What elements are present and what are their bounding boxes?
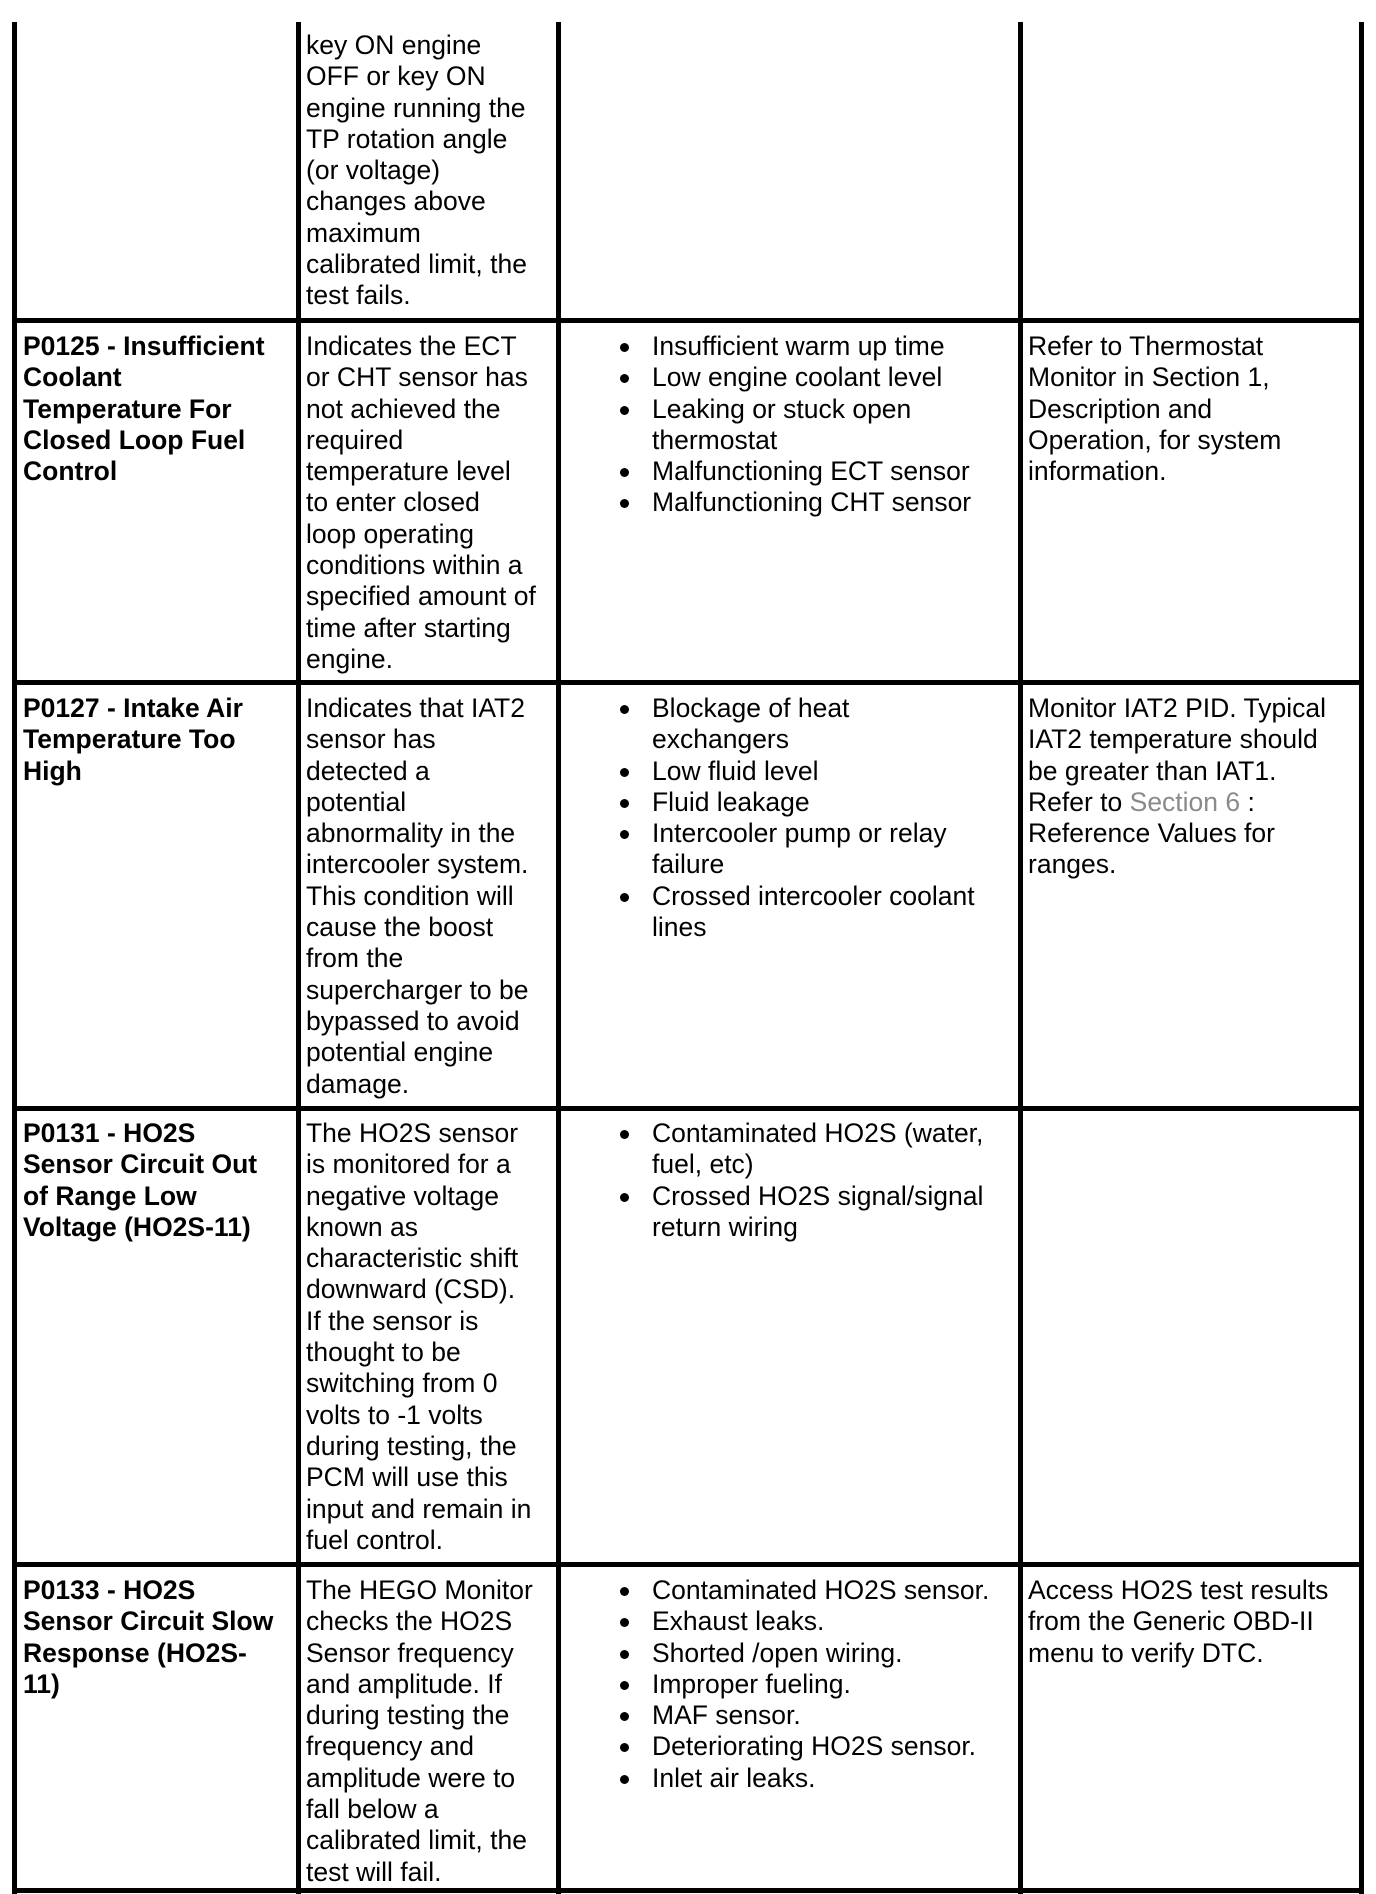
bullet-icon [620,1743,629,1752]
text-line: or CHT sensor has [306,362,528,393]
text-line: bypassed to avoid [306,1005,520,1036]
text-line: lines [652,912,707,943]
text-line: cause the boost [306,912,494,943]
text-line: Leaking or stuck open [652,393,912,424]
section-6-link[interactable]: Section 6 [1129,786,1241,817]
bullet-icon [620,343,629,352]
list-item [652,1638,989,1669]
list-item [652,456,971,487]
column-divider [1359,22,1364,1894]
text-line: High [23,755,82,786]
bullet-icon [620,1618,629,1627]
possible-causes-cell [652,1118,983,1243]
text-line: Temperature For [23,393,232,424]
text-line: from the [306,943,404,974]
bullet-icon [620,1193,629,1202]
list-item [652,1118,983,1181]
text-line: Contaminated HO2S sensor. [652,1575,990,1605]
causes-list [652,693,975,943]
text-line: during testing the [306,1700,510,1731]
text-line: Sensor frequency [306,1637,514,1668]
text-line: Access HO2S test results [1028,1575,1329,1605]
text-line: Deteriorating HO2S sensor. [652,1731,977,1762]
text-line: input and remain in [306,1493,532,1524]
text-line: Sensor Circuit Slow [23,1606,274,1637]
list-item [652,881,975,944]
text-line: Malfunctioning ECT sensor [652,456,970,487]
list-item [652,1606,989,1637]
bullet-icon [620,406,629,415]
text-line: test fails. [306,280,411,311]
text-fragment: : [1240,786,1255,817]
bullet-icon [620,1681,629,1690]
text-line: Sensor Circuit Out [23,1149,258,1180]
causes-list [652,331,971,519]
text-line: (or voltage) [306,155,441,186]
text-fragment: Refer to [1028,786,1130,817]
text-line: Monitor IAT2 PID. Typical [1028,693,1326,723]
text-line: thought to be [306,1337,461,1368]
text-line: amplitude were to [306,1762,516,1793]
text-line: Low engine coolant level [652,362,943,393]
bullet-icon [620,499,629,508]
list-item [652,1731,989,1762]
text-line: Inlet air leaks. [652,1762,816,1793]
text-line: Coolant [23,362,122,393]
text-line: potential engine [306,1037,494,1068]
bullet-icon [620,893,629,902]
text-line: Reference Values for [1028,818,1275,849]
text-line: This condition will [306,880,514,911]
text-line: return wiring [652,1211,798,1242]
text-line: exchangers [652,724,790,755]
text-line: MAF sensor. [652,1700,801,1731]
text-line: characteristic shift [306,1243,519,1274]
text-line: time after starting [306,612,511,643]
row-divider [14,1562,1364,1567]
dtc-code-cell [23,1575,273,1700]
text-line: switching from 0 [306,1368,498,1399]
text-line: P0125 - Insufficient [23,331,265,361]
action-cell [1028,693,1326,881]
text-line: Crossed HO2S signal/signal [652,1180,984,1211]
condition-cell [306,1118,531,1556]
column-divider [1018,22,1023,1894]
text-line: Refer to Thermostat [1028,331,1264,361]
condition-cell [306,693,528,1100]
text-line: fall below a [306,1794,439,1825]
text-line: supercharger to be [306,974,529,1005]
text-line: Control [23,456,118,487]
bullet-icon [620,1775,629,1784]
list-item [652,693,975,756]
text-line: Low fluid level [652,755,819,786]
text-line: menu to verify DTC. [1028,1637,1264,1668]
text-line: Indicates the ECT [306,331,517,361]
text-line: specified amount of [306,581,536,612]
text-line: ranges. [1028,849,1117,880]
action-cell [1028,331,1281,487]
text-line: required [306,424,404,455]
text-line: key ON engine [306,30,482,60]
list-item [652,1575,989,1606]
list-item [652,1700,989,1731]
text-line: Blockage of heat [652,693,850,723]
reference-line [1028,787,1326,818]
bullet-icon [620,1587,629,1596]
bullet-icon [620,705,629,714]
text-line: intercooler system. [306,849,529,880]
text-line: known as [306,1211,418,1242]
text-line: OFF or key ON [306,61,486,92]
text-line: failure [652,849,725,880]
causes-list [652,1118,983,1243]
causes-list [652,1575,989,1794]
dtc-code-cell [23,331,265,487]
text-line: downward (CSD). [306,1274,516,1305]
text-line: Exhaust leaks. [652,1606,825,1637]
text-line: If the sensor is [306,1305,479,1336]
text-line: P0131 - HO2S [23,1118,196,1148]
condition-cell [306,1575,533,1888]
text-line: Description and [1028,393,1213,424]
text-line: calibrated limit, the [306,1825,527,1856]
list-item [652,487,971,518]
text-line: Insufficient warm up time [652,331,945,361]
bullet-icon [620,468,629,477]
list-item [652,394,971,457]
bullet-icon [620,768,629,777]
text-line: fuel, etc) [652,1149,754,1180]
text-line: thermostat [652,424,778,455]
bullet-icon [620,1650,629,1659]
column-divider [12,22,17,1894]
text-line: Monitor in Section 1, [1028,362,1270,393]
text-line: The HEGO Monitor [306,1575,533,1605]
text-line: Fluid leakage [652,786,810,817]
list-item [652,362,971,393]
column-divider [556,22,561,1894]
text-line: Temperature Too [23,724,236,755]
list-item [652,1669,989,1700]
text-line: Contaminated HO2S (water, [652,1118,984,1148]
text-line: during testing, the [306,1430,517,1461]
list-item [652,331,971,362]
text-line: sensor has [306,724,436,755]
text-line: Intercooler pump or relay [652,818,947,849]
text-line: Operation, for system [1028,424,1282,455]
text-line: damage. [306,1068,410,1099]
text-line: and amplitude. If [306,1668,502,1699]
text-line: frequency and [306,1731,474,1762]
dtc-code-cell [23,1118,257,1243]
bullet-icon [620,830,629,839]
list-item [652,787,975,818]
text-line: abnormality in the [306,818,516,849]
text-line: Indicates that IAT2 [306,693,525,723]
list-item [652,1763,989,1794]
list-item [652,818,975,881]
text-line: IAT2 temperature should [1028,724,1318,755]
column-divider [296,22,301,1894]
text-line: changes above [306,186,486,217]
text-line: to enter closed [306,487,480,518]
action-cell [1028,1575,1328,1669]
text-line: calibrated limit, the [306,249,527,280]
bullet-icon [620,1712,629,1721]
text-line: negative voltage [306,1180,500,1211]
row-divider [14,318,1364,323]
list-item [652,1181,983,1244]
possible-causes-cell [652,693,975,943]
bullet-icon [620,374,629,383]
text-line: Closed Loop Fuel [23,424,246,455]
text-line: conditions within a [306,550,523,581]
row-divider [14,1888,1364,1893]
text-line: not achieved the [306,393,501,424]
text-line: potential [306,786,407,817]
text-line: maximum [306,217,421,248]
text-line: checks the HO2S [306,1606,513,1637]
text-line: be greater than IAT1. [1028,755,1277,786]
text-line: loop operating [306,518,474,549]
possible-causes-cell [652,1575,989,1794]
text-line: temperature level [306,456,511,487]
row-divider [14,680,1364,685]
condition-cell [306,331,536,675]
text-line: information. [1028,456,1167,487]
text-line: The HO2S sensor [306,1118,519,1148]
text-line: TP rotation angle [306,123,508,154]
text-line: Shorted /open wiring. [652,1637,903,1668]
text-line: Voltage (HO2S-11) [23,1211,251,1242]
text-line: volts to -1 volts [306,1399,483,1430]
text-line: test will fail. [306,1856,442,1887]
text-line: 11) [23,1668,60,1699]
text-line: engine running the [306,92,526,123]
list-item [652,756,975,787]
bullet-icon [620,799,629,808]
text-line: detected a [306,755,430,786]
bullet-icon [620,1130,629,1139]
text-line: from the Generic OBD-II [1028,1606,1314,1637]
text-line: P0133 - HO2S [23,1575,196,1605]
text-line: engine. [306,643,393,674]
possible-causes-cell [652,331,971,519]
text-line: Malfunctioning CHT sensor [652,487,972,518]
text-line: fuel control. [306,1524,443,1555]
text-line: Crossed intercooler coolant [652,880,975,911]
row-divider [14,1106,1364,1111]
continuation-condition [306,30,527,312]
text-line: is monitored for a [306,1149,511,1180]
text-line: Improper fueling. [652,1668,851,1699]
text-line: of Range Low [23,1180,197,1211]
text-line: Response (HO2S- [23,1637,247,1668]
text-line: P0127 - Intake Air [23,693,243,723]
dtc-code-cell [23,693,243,787]
text-line: PCM will use this [306,1462,508,1493]
